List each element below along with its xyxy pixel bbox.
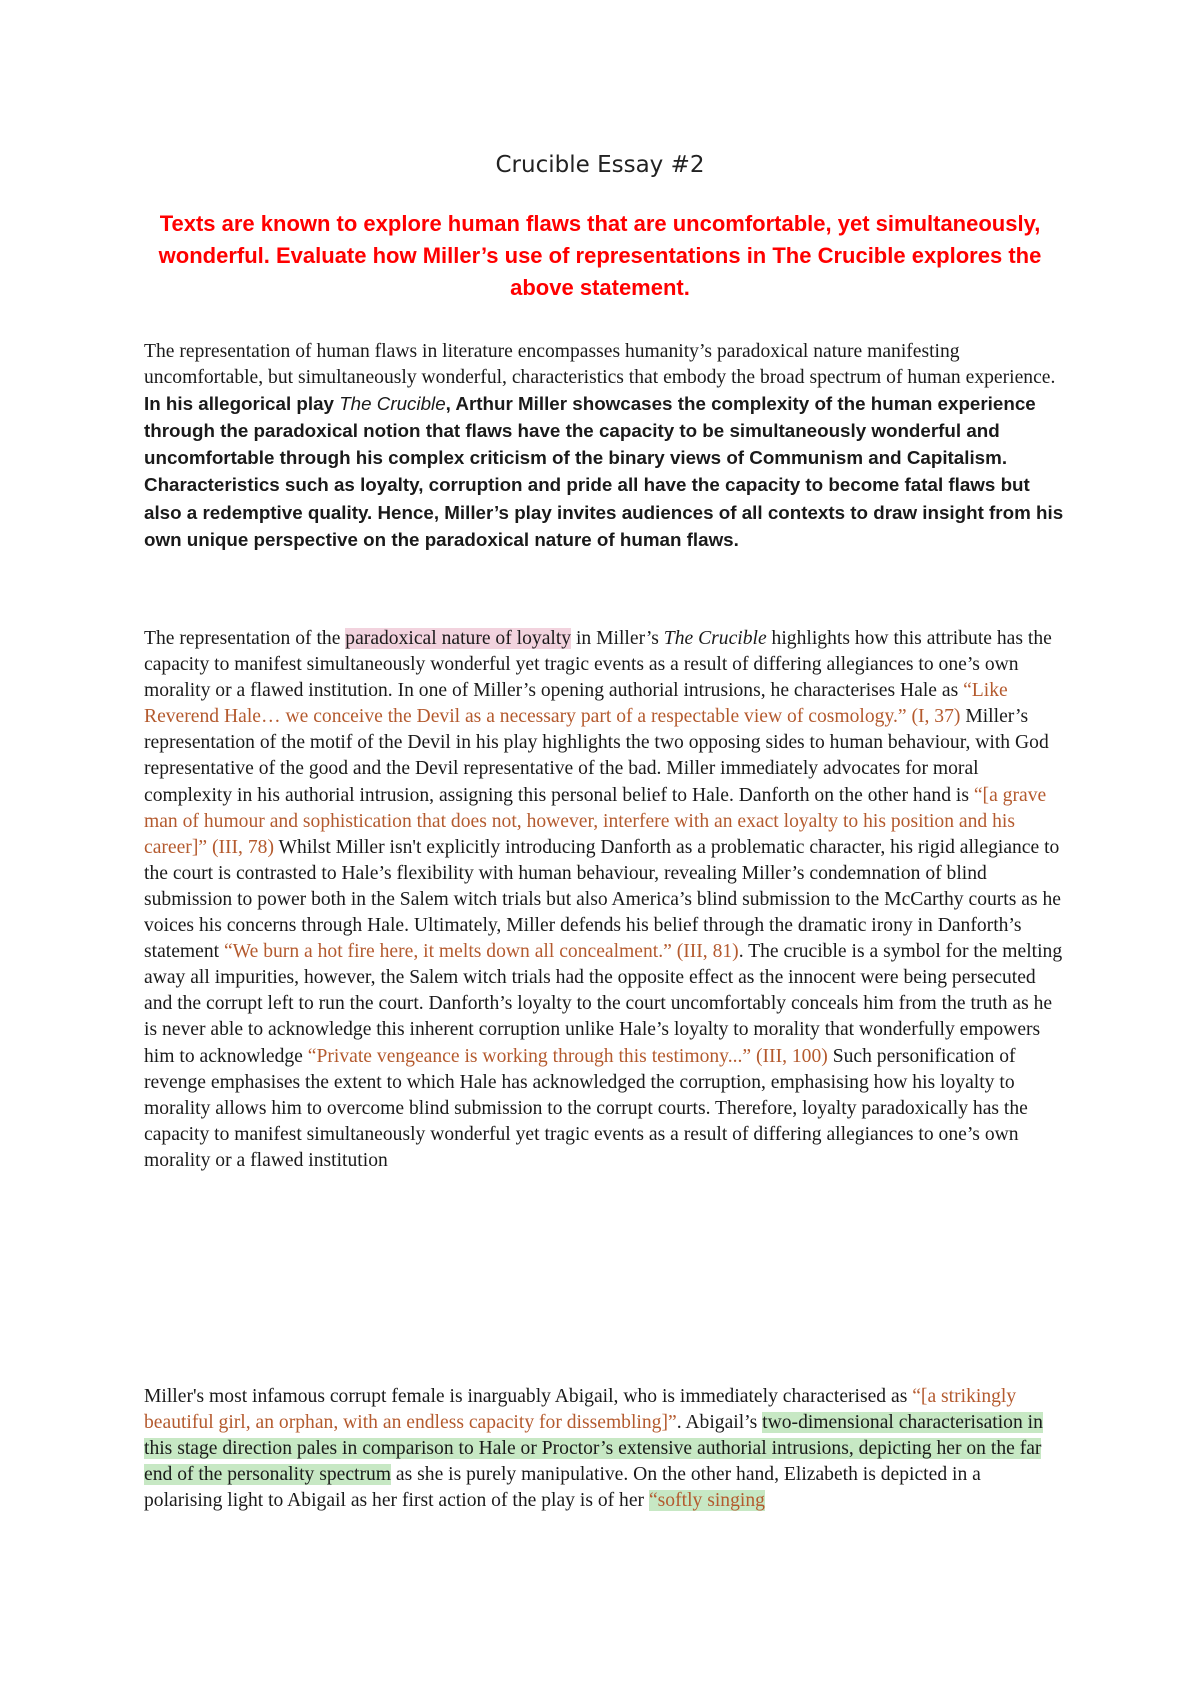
loyalty-text-2: in Miller’s bbox=[571, 628, 664, 649]
abigail-highlight: two-dimensional characterisation in this stage direction pales in comparison to Hale or Proctor’s extensive authorial intrusions, depicting her on the far end of the personality spectrum bbox=[144, 1412, 1043, 1486]
abigail-text-2: . Abigail’s bbox=[676, 1412, 763, 1434]
quote-vengeance: “Private vengeance is working through this testimony...” (III, 100) bbox=[307, 1045, 828, 1067]
play-title: The Crucible bbox=[339, 393, 446, 415]
loyalty-highlight: paradoxical nature of loyalty bbox=[345, 628, 572, 649]
intro-paragraph bbox=[144, 339, 1064, 554]
abigail-text-1: Miller's most infamous corrupt female is inarguably Abigail, who is immediately characterised as bbox=[144, 1386, 913, 1407]
loyalty-text-4: Miller’s representation of the motif of the Devil in his play highlights the two opposing sides to human behaviour, with God representative of the good and the Devil representative of the bad. Miller immediately advocates for moral complexity in his authorial intrusion, assigning this personal belief to Hale. Danforth on the other hand is bbox=[144, 706, 1049, 806]
loyalty-text-6: . The crucible is a symbol for the melting away all impurities, however, the Salem witch trials had the opposite effect as the innocent were being persecuted and the corrupt left to run the court. Danforth’s loyalty to the court uncomfortably conceals him from the truth as he is never able to acknowledge this inherent corruption unlike Hale’s loyalty to morality that wonderfully empowers him to acknowledge bbox=[144, 941, 1063, 1067]
essay-title: Crucible Essay #2 bbox=[495, 152, 705, 178]
quote-hale: “Like Reverend Hale… we conceive the Devil as a necessary part of a respectable view of cosmology.” (I, 37) bbox=[144, 680, 1008, 728]
loyalty-text-7: Such personification of revenge emphasises the extent to which Hale has acknowledged the corruption, emphasising how his loyalty to morality allows him to overcome blind submission to the corrupt courts. Therefore, loyalty paradoxically has the capacity to manifest simultaneously wonderful yet tragic events as a result of differing allegiances to one’s own morality or a flawed institution bbox=[144, 1045, 1028, 1171]
quote-abigail: “[a strikingly beautiful girl, an orphan, with an endless capacity for dissembling]” bbox=[144, 1386, 1017, 1434]
thesis-text-1: In his allegorical play bbox=[144, 393, 340, 415]
loyalty-play-title: The Crucible bbox=[663, 628, 767, 649]
loyalty-text-3: highlights how this attribute has the capacity to manifest simultaneously wonderful yet tragic events as a result of differing allegiances to one’s own morality or a flawed institution. In one of Miller’s opening authorial intrusions, he characterises Hale as bbox=[144, 628, 1052, 702]
loyalty-text-1: The representation of the bbox=[144, 628, 346, 649]
quote-elizabeth: “softly singing bbox=[648, 1490, 765, 1512]
loyalty-text-5: Whilst Miller isn't explicitly introducing Danforth as a problematic character, his rigid allegiance to the court is contrasted to Hale’s flexibility with human behaviour, revealing Miller’s condemnation of blind submission to power both in the Salem witch trials but also America’s blind submission to the McCarthy courts as he voices his concerns through Hale. Ultimately, Miller defends his belief through the dramatic irony in Danforth’s statement bbox=[144, 836, 1061, 963]
intro-text: The representation of human flaws in literature encompasses humanity’s paradoxical nature manifesting uncomfortable, but simultaneously wonderful, characteristics that embody the broad spectrum of human experience. bbox=[144, 341, 1056, 389]
thesis-statement bbox=[144, 393, 1063, 549]
quote-danforth: “[a grave man of humour and sophistication that does not, however, interfere with an exact loyalty to his position and his career]” (III, 78) bbox=[144, 784, 1047, 858]
loyalty-paragraph bbox=[144, 626, 1064, 1174]
quote-fire: “We burn a hot fire here, it melts down all concealment.” (III, 81) bbox=[223, 941, 739, 963]
thesis-text-2: , Arthur Miller showcases the complexity of the human experience through the paradoxical notion that flaws have the capacity to be simultaneously wonderful and uncomfortable through his complex criticism of the binary views of Communism and Capitalism. Characteristics such as loyalty, corruption and pride all have the capacity to become fatal flaws but also a redemptive quality. Hence, Miller’s play invites audiences of all contexts to draw insight from his own unique perspective on the paradoxical nature of human flaws. bbox=[144, 393, 1064, 550]
abigail-text-3: as she is purely manipulative. On the other hand, Elizabeth is depicted in a polarising light to Abigail as her first action of the play is of her bbox=[144, 1464, 981, 1512]
abigail-paragraph bbox=[144, 1384, 1064, 1514]
essay-question: Texts are known to explore human flaws that are uncomfortable, yet simultaneously, wonderful. Evaluate how Miller’s use of representations in The Crucible explores the above statement. bbox=[158, 211, 1042, 300]
